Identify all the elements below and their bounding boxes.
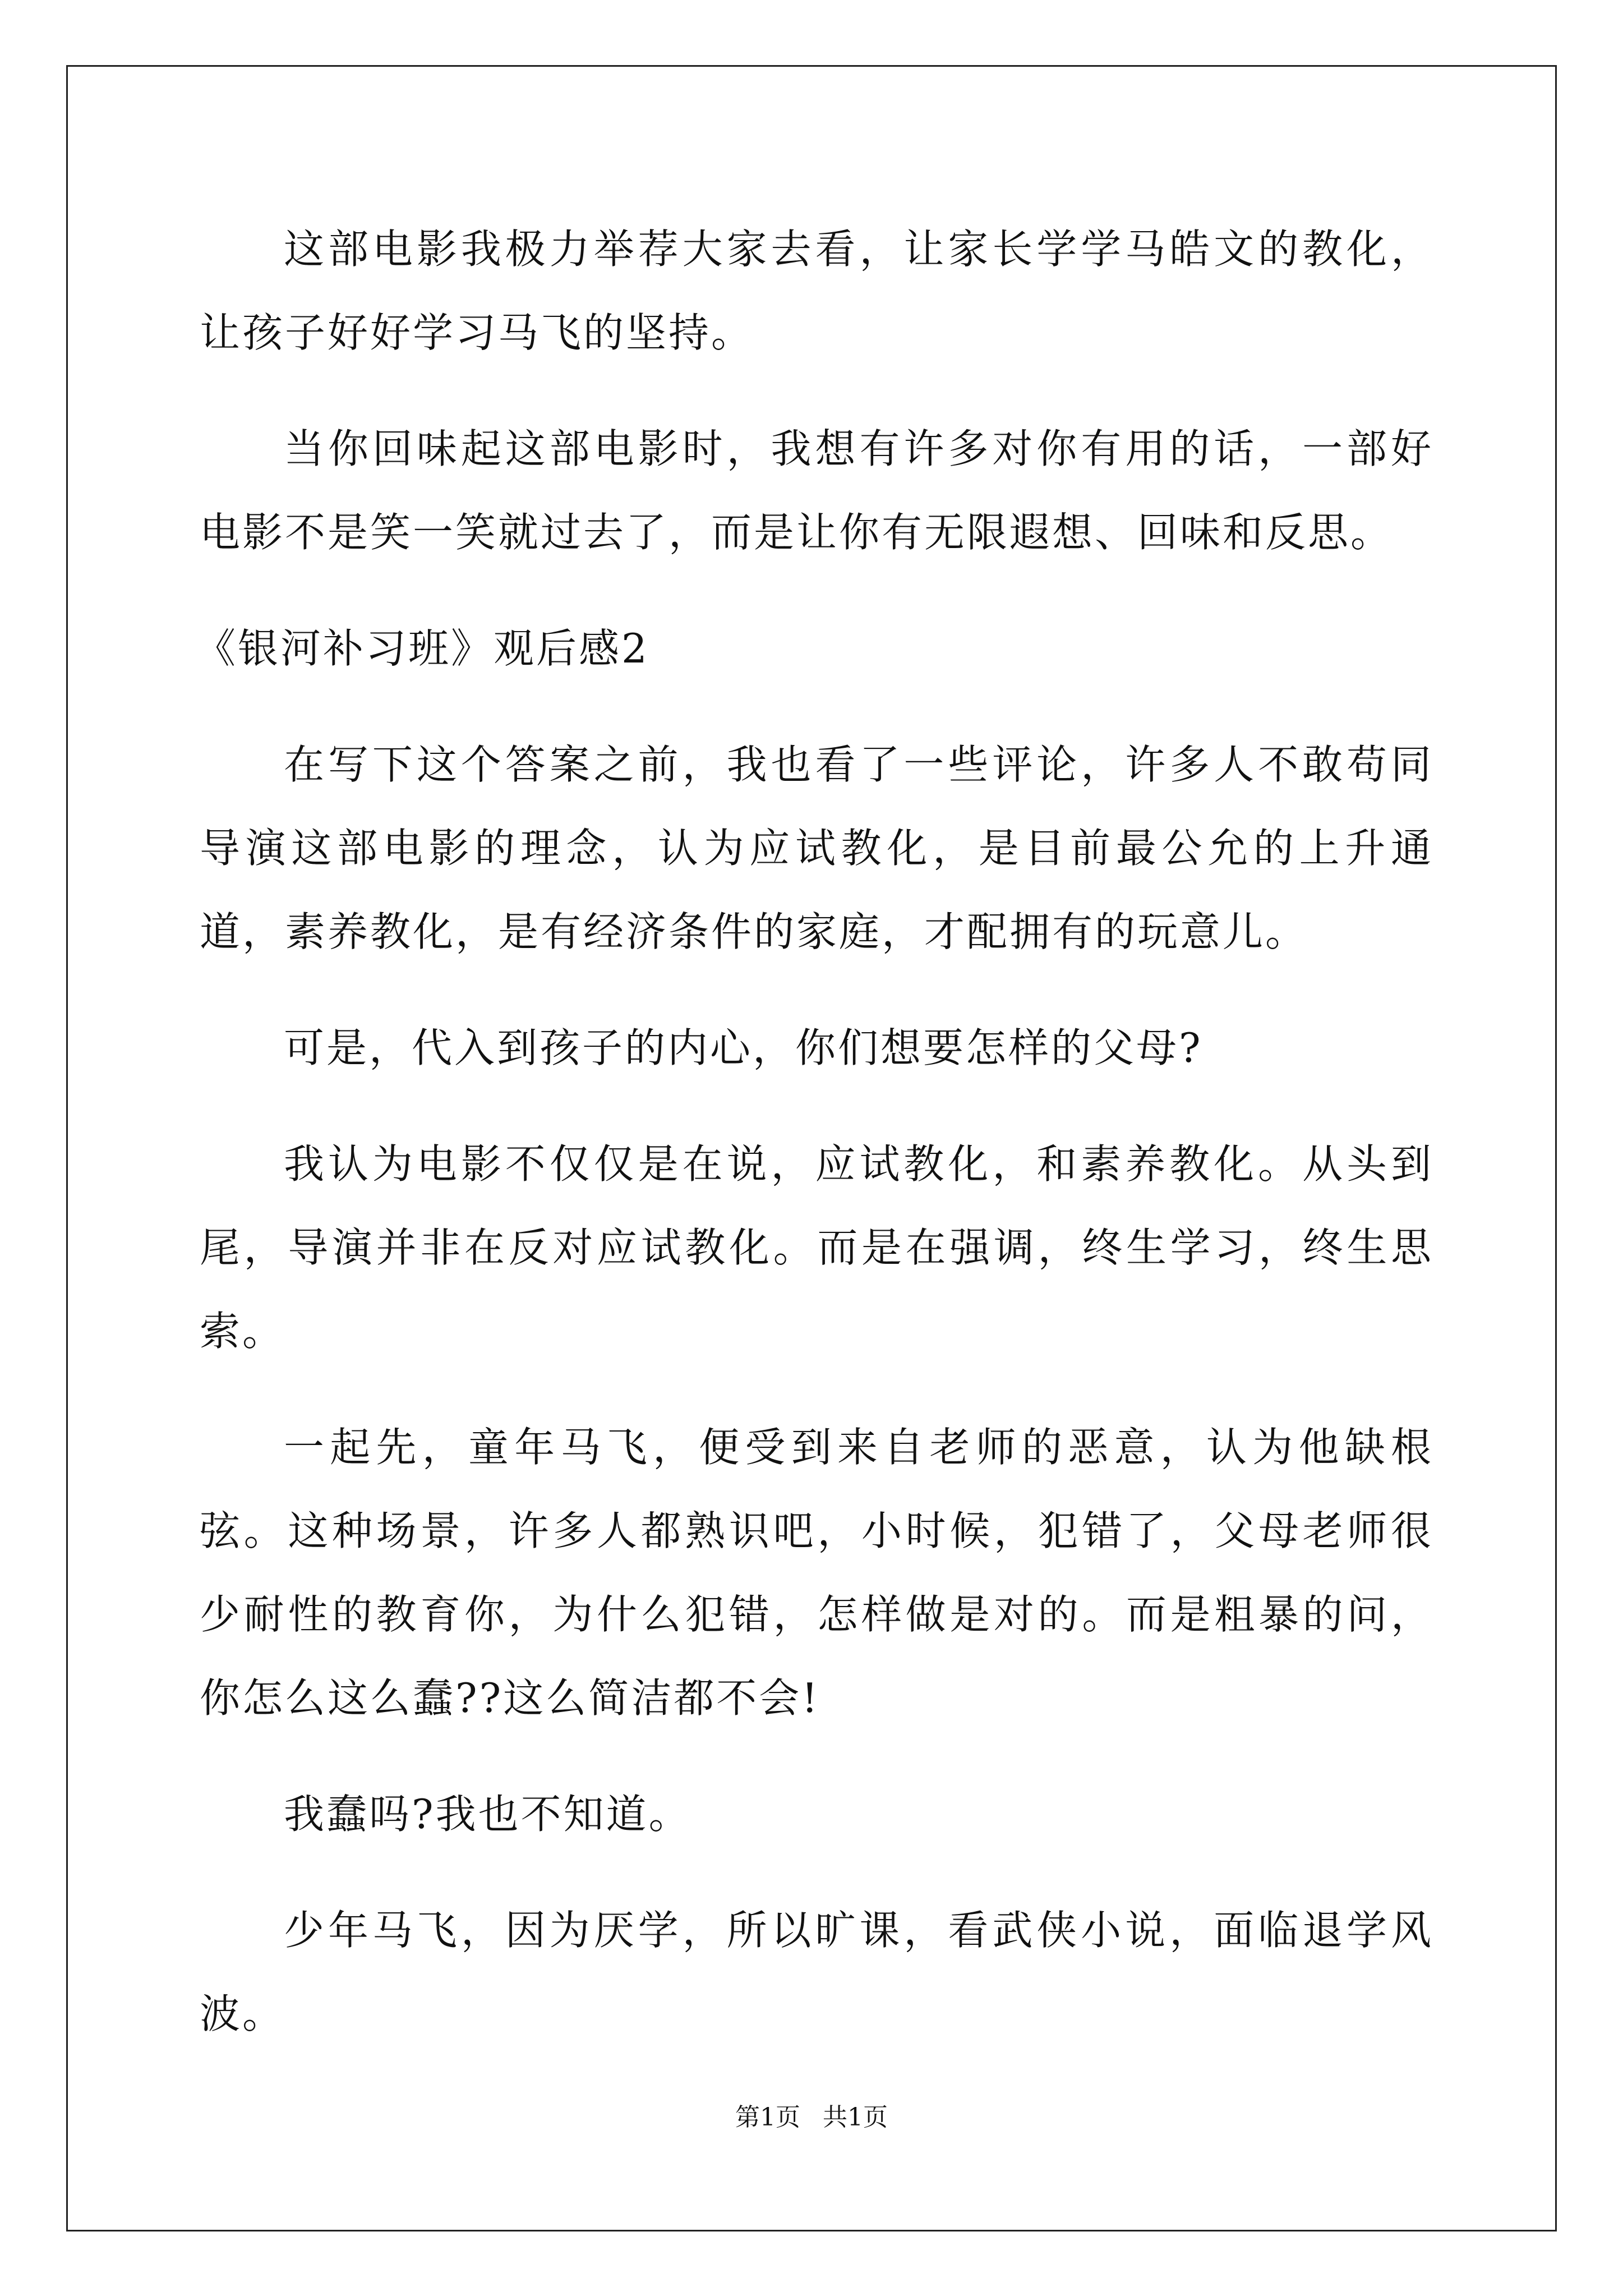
section-heading: 《银河补习班》观后感2 — [195, 625, 649, 672]
page-number: 第1页 — [735, 2103, 800, 2132]
paragraph: 当你回味起这部电影时，我想有许多对你有用的话，一部好电影不是笑一笑就过去了，而是让你有无限遐想、回味和反思。 — [200, 425, 1433, 556]
paragraph: 一起先，童年马飞，便受到来自老师的恶意，认为他缺根弦。这种场景，许多人都熟识吧，小时候，犯错了，父母老师很少耐性的教育你，为什么犯错，怎样做是对的。而是粗暴的问，你怎么这么蠢??这么简洁都不会! — [200, 1424, 1433, 1722]
paragraph: 这部电影我极力举荐大家去看，让家长学学马皓文的教化，让孩子好好学习马飞的坚持。 — [200, 226, 1433, 356]
paragraph: 可是，代入到孩子的内心，你们想要怎样的父母? — [284, 1024, 1203, 1071]
paragraph: 在写下这个答案之前，我也看了一些评论，许多人不敢苟同导演这部电影的理念，认为应试教化，是目前最公允的上升通道，素养教化，是有经济条件的家庭，才配拥有的玩意儿。 — [200, 741, 1433, 955]
paragraph: 少年马飞，因为厌学，所以旷课，看武侠小说，面临退学风波。 — [200, 1907, 1433, 2037]
document-body — [195, 208, 1433, 2088]
page-footer — [0, 2101, 1623, 2134]
paragraph: 我认为电影不仅仅是在说，应试教化，和素养教化。从头到尾，导演并非在反对应试教化。而是在强调，终生学习，终生思索。 — [200, 1140, 1433, 1355]
paragraph: 我蠢吗?我也不知道。 — [284, 1791, 691, 1838]
page-total: 共1页 — [823, 2103, 888, 2132]
